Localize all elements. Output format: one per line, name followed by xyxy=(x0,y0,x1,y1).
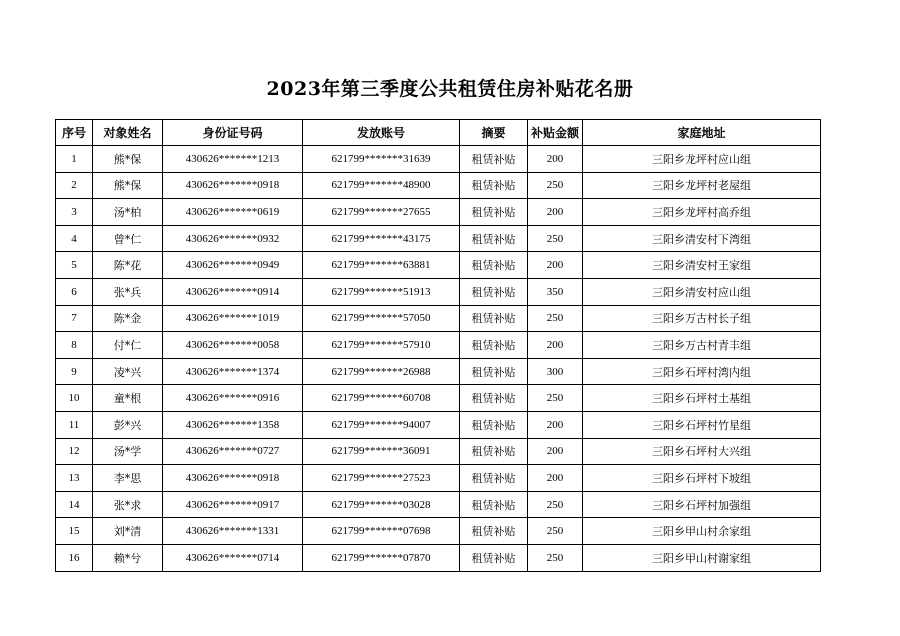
cell-name: 陈*金 xyxy=(93,305,163,332)
cell-id-number: 430626*******1019 xyxy=(163,305,303,332)
cell-name: 熊*保 xyxy=(93,172,163,199)
cell-account: 621799*******94007 xyxy=(303,411,460,438)
cell-amount: 250 xyxy=(528,305,583,332)
cell-summary: 租赁补贴 xyxy=(460,358,528,385)
cell-account: 621799*******03028 xyxy=(303,491,460,518)
cell-address: 三阳乡龙坪村老屋组 xyxy=(583,172,821,199)
cell-name: 李*思 xyxy=(93,465,163,492)
cell-name: 刘*清 xyxy=(93,518,163,545)
cell-index: 9 xyxy=(56,358,93,385)
cell-summary: 租赁补贴 xyxy=(460,172,528,199)
cell-amount: 350 xyxy=(528,278,583,305)
cell-account: 621799*******51913 xyxy=(303,278,460,305)
cell-index: 2 xyxy=(56,172,93,199)
cell-summary: 租赁补贴 xyxy=(460,252,528,279)
cell-summary: 租赁补贴 xyxy=(460,465,528,492)
cell-account: 621799*******57050 xyxy=(303,305,460,332)
cell-amount: 200 xyxy=(528,199,583,226)
table-row xyxy=(56,305,821,332)
table-row xyxy=(56,252,821,279)
column-header-amount: 补贴金额 xyxy=(528,120,583,146)
cell-name: 付*仁 xyxy=(93,332,163,359)
cell-summary: 租赁补贴 xyxy=(460,225,528,252)
cell-id-number: 430626*******0918 xyxy=(163,465,303,492)
cell-address: 三阳乡清安村应山组 xyxy=(583,278,821,305)
table-body xyxy=(56,146,821,572)
cell-name: 张*兵 xyxy=(93,278,163,305)
cell-address: 三阳乡清安村下湾组 xyxy=(583,225,821,252)
cell-address: 三阳乡石坪村土基组 xyxy=(583,385,821,412)
cell-amount: 250 xyxy=(528,385,583,412)
table-row xyxy=(56,518,821,545)
cell-account: 621799*******07870 xyxy=(303,544,460,571)
cell-account: 621799*******27655 xyxy=(303,199,460,226)
cell-address: 三阳乡石坪村下坡组 xyxy=(583,465,821,492)
table-row xyxy=(56,278,821,305)
cell-id-number: 430626*******0714 xyxy=(163,544,303,571)
cell-index: 6 xyxy=(56,278,93,305)
cell-id-number: 430626*******0917 xyxy=(163,491,303,518)
cell-address: 三阳乡清安村王家组 xyxy=(583,252,821,279)
cell-account: 621799*******63881 xyxy=(303,252,460,279)
cell-amount: 250 xyxy=(528,544,583,571)
cell-amount: 200 xyxy=(528,146,583,173)
cell-account: 621799*******57910 xyxy=(303,332,460,359)
column-header-account: 发放账号 xyxy=(303,120,460,146)
cell-summary: 租赁补贴 xyxy=(460,305,528,332)
table-row xyxy=(56,438,821,465)
column-header-index: 序号 xyxy=(56,120,93,146)
cell-address: 三阳乡龙坪村高乔组 xyxy=(583,199,821,226)
cell-summary: 租赁补贴 xyxy=(460,278,528,305)
table-row xyxy=(56,465,821,492)
cell-name: 汤*学 xyxy=(93,438,163,465)
table-row xyxy=(56,544,821,571)
cell-index: 10 xyxy=(56,385,93,412)
cell-account: 621799*******36091 xyxy=(303,438,460,465)
cell-address: 三阳乡龙坪村应山组 xyxy=(583,146,821,173)
cell-amount: 200 xyxy=(528,252,583,279)
cell-id-number: 430626*******1358 xyxy=(163,411,303,438)
cell-id-number: 430626*******0916 xyxy=(163,385,303,412)
cell-name: 凌*兴 xyxy=(93,358,163,385)
cell-amount: 200 xyxy=(528,332,583,359)
cell-summary: 租赁补贴 xyxy=(460,385,528,412)
cell-index: 8 xyxy=(56,332,93,359)
cell-name: 曾*仁 xyxy=(93,225,163,252)
table-row xyxy=(56,146,821,173)
cell-amount: 300 xyxy=(528,358,583,385)
table-row xyxy=(56,411,821,438)
column-header-name: 对象姓名 xyxy=(93,120,163,146)
cell-id-number: 430626*******0918 xyxy=(163,172,303,199)
cell-amount: 250 xyxy=(528,172,583,199)
cell-address: 三阳乡万古村长子组 xyxy=(583,305,821,332)
cell-account: 621799*******48900 xyxy=(303,172,460,199)
cell-amount: 200 xyxy=(528,438,583,465)
cell-index: 3 xyxy=(56,199,93,226)
cell-summary: 租赁补贴 xyxy=(460,438,528,465)
cell-name: 童*根 xyxy=(93,385,163,412)
cell-index: 16 xyxy=(56,544,93,571)
document-title: 2023年第三季度公共租赁住房补贴花名册 xyxy=(266,78,634,100)
cell-id-number: 430626*******0914 xyxy=(163,278,303,305)
cell-address: 三阳乡石坪村竹星组 xyxy=(583,411,821,438)
cell-name: 汤*柏 xyxy=(93,199,163,226)
table-row xyxy=(56,358,821,385)
cell-account: 621799*******27523 xyxy=(303,465,460,492)
cell-name: 熊*保 xyxy=(93,146,163,173)
cell-id-number: 430626*******1331 xyxy=(163,518,303,545)
cell-amount: 250 xyxy=(528,518,583,545)
column-header-id-number: 身份证号码 xyxy=(163,120,303,146)
subsidy-roster-table xyxy=(55,119,821,572)
cell-address: 三阳乡石坪村大兴组 xyxy=(583,438,821,465)
cell-summary: 租赁补贴 xyxy=(460,199,528,226)
cell-amount: 250 xyxy=(528,491,583,518)
cell-id-number: 430626*******1374 xyxy=(163,358,303,385)
cell-address: 三阳乡万古村青丰组 xyxy=(583,332,821,359)
cell-summary: 租赁补贴 xyxy=(460,491,528,518)
cell-account: 621799*******60708 xyxy=(303,385,460,412)
cell-summary: 租赁补贴 xyxy=(460,332,528,359)
cell-id-number: 430626*******0932 xyxy=(163,225,303,252)
cell-amount: 250 xyxy=(528,225,583,252)
cell-amount: 200 xyxy=(528,411,583,438)
cell-address: 三阳乡甲山村谢家组 xyxy=(583,544,821,571)
cell-index: 14 xyxy=(56,491,93,518)
cell-index: 13 xyxy=(56,465,93,492)
table-row xyxy=(56,225,821,252)
cell-id-number: 430626*******0619 xyxy=(163,199,303,226)
column-header-address: 家庭地址 xyxy=(583,120,821,146)
cell-summary: 租赁补贴 xyxy=(460,544,528,571)
table-header xyxy=(56,120,821,146)
cell-account: 621799*******43175 xyxy=(303,225,460,252)
cell-index: 4 xyxy=(56,225,93,252)
cell-name: 赖*兮 xyxy=(93,544,163,571)
cell-name: 彭*兴 xyxy=(93,411,163,438)
column-header-summary: 摘要 xyxy=(460,120,528,146)
cell-index: 1 xyxy=(56,146,93,173)
table-row xyxy=(56,385,821,412)
table-row xyxy=(56,491,821,518)
cell-address: 三阳乡石坪村加强组 xyxy=(583,491,821,518)
cell-id-number: 430626*******0949 xyxy=(163,252,303,279)
table-row xyxy=(56,332,821,359)
cell-summary: 租赁补贴 xyxy=(460,146,528,173)
cell-summary: 租赁补贴 xyxy=(460,411,528,438)
cell-id-number: 430626*******0058 xyxy=(163,332,303,359)
table-row xyxy=(56,199,821,226)
cell-id-number: 430626*******0727 xyxy=(163,438,303,465)
cell-name: 张*求 xyxy=(93,491,163,518)
cell-index: 15 xyxy=(56,518,93,545)
header-row xyxy=(56,120,821,146)
cell-id-number: 430626*******1213 xyxy=(163,146,303,173)
cell-index: 7 xyxy=(56,305,93,332)
table-row xyxy=(56,172,821,199)
cell-account: 621799*******31639 xyxy=(303,146,460,173)
cell-name: 陈*花 xyxy=(93,252,163,279)
cell-amount: 200 xyxy=(528,465,583,492)
cell-address: 三阳乡石坪村湾内组 xyxy=(583,358,821,385)
cell-account: 621799*******07698 xyxy=(303,518,460,545)
cell-summary: 租赁补贴 xyxy=(460,518,528,545)
cell-index: 5 xyxy=(56,252,93,279)
cell-index: 11 xyxy=(56,411,93,438)
cell-address: 三阳乡甲山村余家组 xyxy=(583,518,821,545)
cell-index: 12 xyxy=(56,438,93,465)
cell-account: 621799*******26988 xyxy=(303,358,460,385)
